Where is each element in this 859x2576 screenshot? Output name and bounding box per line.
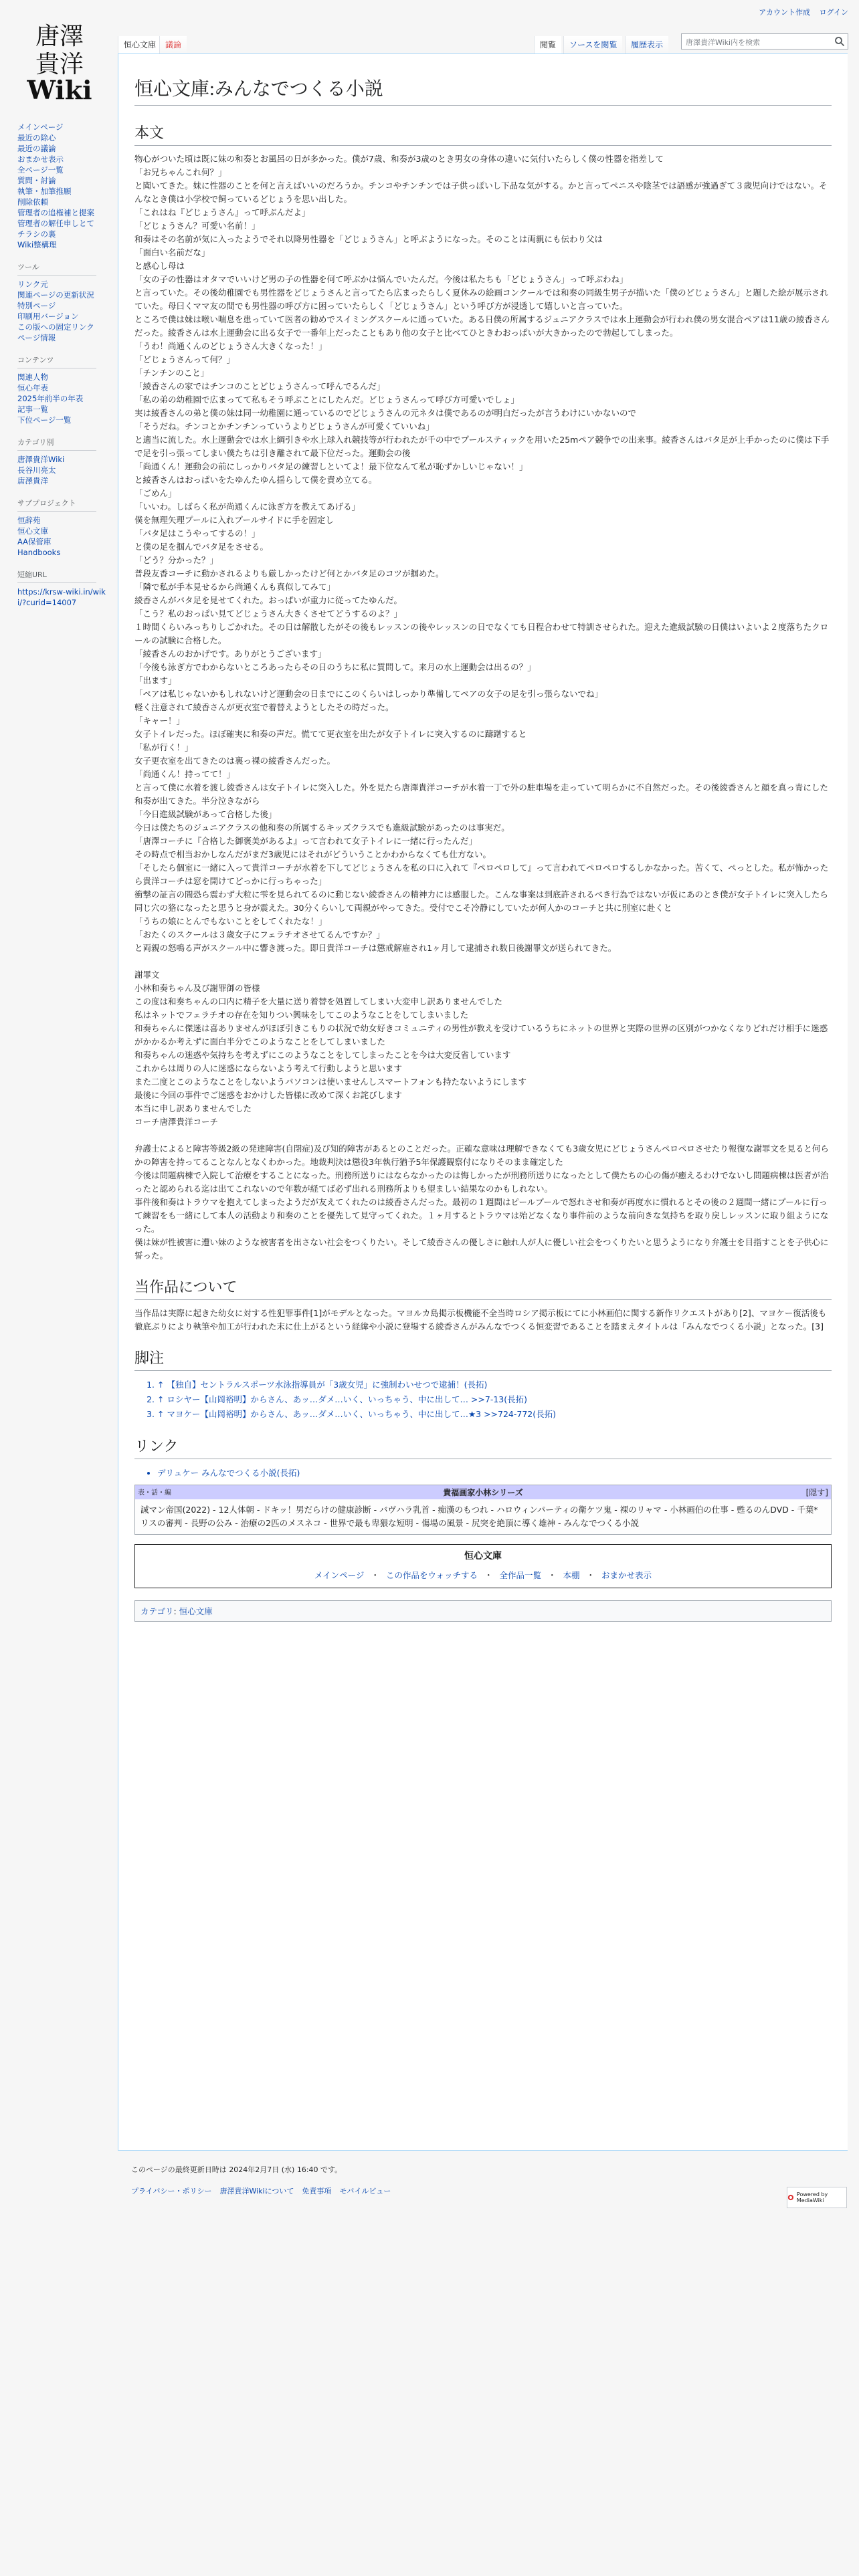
body-paragraph: ところで僕は妹は喉い喘息を患っていて医者の勧めでスイミングスクールに通っていた。ある日僕の所属するジュニアクラスでは水上運動会が行われ僕の男女混合ペアは11歳の綾香さんだった。綾香さんは水上運動会に出る女子で一番年上だったこともあり他の女子と比べてひときわおっぱいが大きかったので勃起してしまった。 bbox=[134, 314, 830, 338]
main-item[interactable]: 管理者の追権補と提案 bbox=[17, 208, 94, 217]
bunko-navbox-link[interactable]: メインページ bbox=[314, 1570, 365, 1580]
about-heading: 当作品について bbox=[134, 1276, 832, 1300]
body-paragraph: 女子更衣室を出てきたのは裏っ裸の綾香さんだった。 bbox=[134, 756, 336, 766]
body-paragraph: と綾香さんはおっぱいをたゆんたゆん揺らして僕を責め立てる。 bbox=[134, 475, 377, 485]
bunko-navbox-link[interactable]: この作品をウォッチする bbox=[385, 1570, 478, 1580]
nav-tools-list bbox=[17, 279, 111, 343]
search-icon[interactable] bbox=[834, 36, 845, 47]
body-paragraph: 最後に今回の事件でご迷惑をおかけした皆様に改めて深くお詫びします bbox=[134, 1090, 403, 1100]
contents-item[interactable]: 2025年前半の年表 bbox=[17, 394, 84, 403]
body-paragraph: と聞いてきた。妹に性器のことを何と言えばいいのだろうか。チンコやチンチンでは子供っぽいし下品な気がする。かと言ってペニスや陰茎では語感が強過ぎて３歳児向けではない。そんなとき僕は小学校で飼っているどじょうを思い出した。 bbox=[134, 181, 828, 204]
logo-line3: Wiki bbox=[27, 75, 92, 102]
footer-link[interactable]: 唐澤貴洋Wikiについて bbox=[219, 2187, 294, 2195]
body-paragraph: 軽く注意されて綾香さんが更衣室で着替えようとしたその時だった。 bbox=[134, 702, 394, 712]
footer bbox=[131, 2164, 847, 2204]
body-paragraph: １時間くらいみっちりしごかれた。その日は解散したがその後もレッスンの後やレッスンの日でなくても日程合わせて特訓させられた。迎えた進級試験の日僕はいよいよ２度落ちたクロールの試験に合格した。 bbox=[134, 622, 829, 645]
tools-item[interactable]: リンク元 bbox=[17, 280, 48, 289]
body-paragraph: 小林和奏ちゃん及び謝罪御の皆様 bbox=[134, 983, 260, 993]
notes-list bbox=[151, 1378, 832, 1422]
body-paragraph: 「こう？私のおっぱい見てどじょうさん大きくさせてどうするのよ？」 bbox=[134, 609, 403, 619]
body-paragraph: 「綾香さんの家ではチンコのことどじょうさんって呼んでるんだ」 bbox=[134, 381, 385, 391]
main-item[interactable]: 最近の議論 bbox=[17, 144, 56, 153]
tools-item[interactable]: 印刷用バージョン bbox=[17, 312, 79, 321]
body-paragraph bbox=[134, 955, 832, 968]
main-item[interactable]: 執筆・加筆推願 bbox=[17, 187, 72, 196]
body-paragraph: 「尚通くん！持ってて！」 bbox=[134, 769, 235, 779]
body-paragraph: また二度とこのようなことをしないようパソコンは使いませんしスマートフォンも持たないようにします bbox=[134, 1077, 527, 1087]
body-paragraph: 「ごめん」 bbox=[134, 488, 177, 498]
tools-item[interactable]: この版への固定リンク bbox=[17, 322, 94, 332]
bunko-navbox-link[interactable]: 本棚 bbox=[563, 1570, 580, 1580]
navbox-title[interactable]: 貴福画家小林シリーズ bbox=[443, 1488, 523, 1497]
main-item[interactable]: 削除依頼 bbox=[17, 197, 48, 207]
create-account-link[interactable]: アカウント作成 bbox=[759, 8, 811, 17]
body-paragraph: この度は和奏ちゃんの口内に精子を大量に送り着替を処置してしまい大変申し訳ありませんでした bbox=[134, 996, 503, 1006]
body-paragraph: と僕の足を掴んでバタ足をさせる。 bbox=[134, 542, 269, 552]
body-paragraph: 「綾香さんのおかげです。ありがとうございます」 bbox=[134, 649, 326, 659]
separator: ・ bbox=[586, 1570, 595, 1580]
link-item[interactable]: • デリュケー みんなでつくる小説(長拓) bbox=[157, 1466, 832, 1481]
separator: ・ bbox=[371, 1570, 379, 1580]
body-paragraph: 私はネットでフェラチオの存在を知りつい興味をしてこのようなことをしてしまいました bbox=[134, 1010, 469, 1020]
body-paragraph: 「チンチンのこと」 bbox=[134, 368, 209, 378]
categories-item[interactable]: 長谷川亮太 bbox=[17, 465, 56, 475]
body-paragraph: 「今後も泳ぎ方でわからないところあったらその日のうちに私に質問して。来月の水上運動会は出るの？」 bbox=[134, 662, 536, 672]
projects-item[interactable]: AA保管庫 bbox=[17, 537, 52, 546]
page-title: 恒心文庫:みんなでつくる小説 bbox=[134, 74, 832, 106]
body-paragraph: 「唐澤コーチに『合格した御褒美があるよ』って言われて女子トイレに一緒に行ったんだ」 bbox=[134, 836, 477, 846]
navbox-vte[interactable]: 表・話・編 bbox=[138, 1489, 171, 1497]
body-paragraph: 今日は僕たちのジュニアクラスの他和奏の所属するキッズクラスでも進級試験があったのは事実だ。 bbox=[134, 823, 510, 833]
body-paragraph: 僕を無理矢理プールに入れプールサイドに手を固定し bbox=[134, 515, 334, 525]
projects-item[interactable]: 恒心文庫 bbox=[17, 526, 48, 536]
body-paragraph: 「ペアは私じゃないかもしれないけど運動会の日までにこのくらいはしっかり準備してペアの女子の足を引っ張らないでね」 bbox=[134, 689, 603, 699]
footer-link[interactable]: プライバシー・ポリシー bbox=[131, 2187, 212, 2195]
separator: ・ bbox=[548, 1570, 557, 1580]
nav-main-list bbox=[17, 122, 111, 250]
body-paragraph: 「今日進級試験があって合格した後」 bbox=[134, 809, 277, 819]
category-link[interactable]: 恒心文庫 bbox=[179, 1606, 213, 1616]
body-paragraph: 「私の弟の幼稚園で広まってて私もそう呼ぶことにしたんだ。どじょうさんって呼び方可愛いでしょ」 bbox=[134, 395, 520, 405]
body-paragraph: 「出ます」 bbox=[134, 675, 177, 685]
body-paragraph: 「いいわ。しばらく私が尚通くんに泳ぎ方を教えてあげる」 bbox=[134, 502, 361, 512]
tools-item[interactable]: ページ情報 bbox=[17, 333, 56, 342]
personal-tools bbox=[752, 7, 848, 17]
body-paragraph: 「そしたら個室に一緒に入って貴洋コーチが水着を下してどじょうさんを私の口に入れて『ペロペロして』って言われてペロペロするしかなかった。苦くて、ぺっとした。私が怖かったら貴洋コーチは窓を開けてどっかに行っちゃった」 bbox=[134, 863, 829, 886]
body-paragraph: 衝撃の証言の間恐ら震わず大粒に雫を見られてるのに動じない綾香さんの精神力には感服した。こんな事案は到底許されるべき行為ではないが仮にあのとき僕が女子トイレに突入したら同じ穴の狢になったと思うと身が震えた。30分くらいして両親がやってきた。受付でこそ冷静にしていたが何人かのコーチと共に別室に赴くと bbox=[134, 889, 828, 913]
category-items bbox=[179, 1606, 213, 1616]
main-item[interactable]: メインページ bbox=[17, 122, 64, 132]
body-paragraph: 「うわ！尚通くんのどじょうさん大きくなった！」 bbox=[134, 341, 327, 351]
projects-item[interactable]: 恒辞苑 bbox=[17, 516, 41, 525]
body-paragraph: 実は綾香さんの弟と僕の妹は同一幼稚園に通っているのでどじょうさんの元ネタは僕であるのが明白だったが言うわけにいかないので bbox=[134, 408, 637, 418]
body-paragraph: 普段友香コーチに動かされるよりも厳しかったけど何とかバタ足のコツが掴めた。 bbox=[134, 568, 444, 578]
contents-heading: コンテンツ bbox=[17, 355, 96, 368]
categories-item[interactable]: 唐澤貴洋 bbox=[17, 476, 48, 486]
main-item[interactable]: おまかせ表示 bbox=[17, 154, 64, 164]
body-paragraph: 「隣で私が手本見せるから尚通くんも真似してみて」 bbox=[134, 582, 336, 592]
bunko-navbox-link[interactable]: 全作品一覧 bbox=[499, 1570, 541, 1580]
body-paragraph: 女子トイレだった。ほぼ確実に和奏の声だ。慌てて更衣室を出たが女子トイレに突入するのに躊躇すると bbox=[134, 729, 527, 739]
nav-categories-list bbox=[17, 454, 111, 486]
body-paragraph: 本当に申し訳ありませんでした bbox=[134, 1103, 252, 1113]
body-paragraph: 「どう？分かった？」 bbox=[134, 555, 219, 565]
search-input[interactable] bbox=[681, 33, 848, 49]
category-links: カテゴリ: 恒心文庫 bbox=[134, 1600, 832, 1622]
contents-item[interactable]: 恒心年表 bbox=[17, 383, 48, 393]
navbox-body[interactable]: 誠マン帝国(2022) - 12人体朝 - ドキッ！男だらけの健康診断 - バヴハラ乳首 - 痴漢のもつれ - ハロウィンパーティの衛ケツ鬼 - 裸のリャマ - 小林画伯の仕事 - 甦るのんDVD - 千葉*リスの審判 - 長野の公み - 治療の2匹のメスネコ - 世界で最も卑猥な短明 - 傷場の風景 - 尻突を絶頂に導く雄神 - みんなでつくる小説 bbox=[135, 1499, 831, 1534]
body-paragraph: 僕は妹が性被害に遭い妹のような被害者を出さない社会をつくりたい。そして綾香さんの優しさに触れ人が人に優しい社会をつくりたいと思うようになり弁護士を目指すことを子供心に誓った。 bbox=[134, 1237, 829, 1261]
main-content bbox=[118, 53, 848, 2151]
series-navbox bbox=[134, 1485, 832, 1535]
body-paragraph: 「どじょうさん？可愛い名前！」 bbox=[134, 221, 260, 231]
nav-projects-list bbox=[17, 515, 111, 558]
body-paragraph: 物心がついた頃は既に妹の和奏とお風呂の日が多かった。僕が7歳、和奏が3歳のとき男女の身体の違いに気付いたらしく僕の性器を指差して bbox=[134, 154, 664, 164]
footer-link[interactable]: 免責事項 bbox=[302, 2187, 332, 2195]
body-paragraph: その時点で相当おかしなんだがまだ3歳児にはそれがどういうことかわからなくても仕方ない。 bbox=[134, 849, 491, 859]
body-text bbox=[134, 152, 832, 1263]
links-list bbox=[151, 1466, 832, 1481]
main-item[interactable]: 最近の除心 bbox=[17, 133, 56, 142]
tools-item[interactable]: 特別ページ bbox=[17, 301, 56, 310]
nav-contents-list bbox=[17, 372, 111, 425]
left-navigation bbox=[17, 122, 111, 608]
body-paragraph: 「そうだね。チンコとかチンチンっていうよりどじょうさんが可愛くていいね」 bbox=[134, 421, 434, 431]
main-item[interactable]: 質問・討論 bbox=[17, 176, 56, 185]
contents-item[interactable]: 記事一覧 bbox=[17, 405, 48, 414]
body-paragraph: と言っていた。その後幼稚園でも男性器をどじょうさんと言ってたら広まったらしく夏休みの絵画コンクールでは和奏の同級生男子が描いた「僕のどじょうさん」と題した絵が展示されていた。母曰くママ友の間でも男性器の呼び方に困っていたらしく「どじょうさん」という呼び方が浸透して嬉しいと言っていた。 bbox=[134, 288, 829, 311]
about-text bbox=[134, 1307, 832, 1333]
body-paragraph: 和奏はその名前が気に入ったようでそれ以降男性器を「どじょうさん」と呼ぶようになった。そのことは両親にも伝わり父は bbox=[134, 234, 603, 244]
tools-heading: ツール bbox=[17, 262, 96, 276]
tab-read[interactable]: 閲覧 bbox=[534, 36, 561, 54]
body-paragraph: 「面白い名前だな」 bbox=[134, 247, 210, 257]
body-paragraph: 事件後和奏はトラウマを抱えてしまったようだが友えてくれたのは綾香さんだった。最初の１週間はピールプールで怒れさせ和奏が再度水に慣れるとその後の２週間一緒にプールに行って練習をも一緒にして本人の活動より和奏のことを優先して見守ってくれた。１ヶ月するとトラウマは殆どなくなり事件前のような前向きな気持ちを取り戻しレッスンに取り組ようになった。 bbox=[134, 1197, 829, 1234]
bunko-navbox-link[interactable]: おまかせ表示 bbox=[601, 1570, 652, 1580]
body-heading: 本文 bbox=[134, 122, 832, 146]
categories-label[interactable]: カテゴリ bbox=[140, 1606, 174, 1616]
body-paragraph: 「女の子の性器はオタマでいいけど男の子の性器を何て呼ぶかは悩んでいたんだ。今後は私たちも「どじょうさん」って呼ぶわね」 bbox=[134, 274, 628, 284]
shorturl-heading: 短縮URL bbox=[17, 570, 96, 583]
body-paragraph: 「バタ足はこうやってするの！」 bbox=[134, 528, 260, 538]
separator: ・ bbox=[484, 1570, 493, 1580]
body-paragraph: 和奏ちゃんに傑迷は喜ありませんがほぼ引きこもりの状況で幼女好きコミュニティの男性が教えを受けているうちにネットの世界と実際の世界の区別がつかなくなりどれだけ相手に迷惑がかかるか考えずに面白半分でこのようなことをしてしまいました bbox=[134, 1023, 828, 1047]
tab-history[interactable]: 履歴表示 bbox=[625, 36, 668, 54]
logo-line1: 唐澤 bbox=[35, 23, 84, 50]
powered-by-mediawiki[interactable]: Powered by MediaWiki bbox=[787, 2187, 847, 2208]
login-link[interactable]: ログイン bbox=[819, 8, 848, 17]
categories-item[interactable]: 唐澤貴洋Wiki bbox=[17, 455, 65, 464]
body-paragraph bbox=[134, 1129, 832, 1142]
main-item[interactable]: チラシの裏 bbox=[17, 229, 56, 239]
body-paragraph: と両親の怒鳴る声がスクール中に響き渡った。即日貴洋コーチは懲戒解雇され1ヶ月して逮捕され数日後謝罪文が送られてきた。 bbox=[134, 943, 617, 953]
body-paragraph: 綾香さんがバタ足を見せてくれた。おっぱいが重力に従ってたゆんだ。 bbox=[134, 595, 403, 605]
tab-view-source[interactable]: ソースを閲覧 bbox=[563, 36, 622, 54]
main-item[interactable]: Wiki整構理 bbox=[17, 240, 57, 249]
navbox-title-bar bbox=[135, 1485, 831, 1499]
mediawiki-icon bbox=[787, 2193, 794, 2202]
contents-item[interactable]: 関連人物 bbox=[17, 372, 48, 382]
note-item[interactable]: 2. ↑ ロシヤー【山岡裕明】からさん、あッ…ダメ…いく、いっちゃう、中に出して… >>7-13(長拓) bbox=[157, 1392, 832, 1407]
body-paragraph: 「どじょうさんって何？」 bbox=[134, 354, 235, 364]
body-paragraph: 弁護士によると障害等級2級の発達障害(自閉症)及び知的障害があるとのことだった。正確な意味は理解できなくても3歳女児にどじょうさんペロペロさせたり報復な謝罪文を見ると何らかの障害を持ってることなんとなくわかった。地裁判決は懲役3年執行猶予5年保護観察付になりそのまま確定した bbox=[134, 1144, 829, 1167]
main-item[interactable]: 管理者の解任申しとて bbox=[17, 219, 94, 228]
footer-link[interactable]: モバイルビュー bbox=[339, 2187, 391, 2195]
body-paragraph: 「おたくのスクールは３歳女子にフェラチオさせてるんですか？」 bbox=[134, 930, 385, 940]
body-paragraph: 今後は問題病棟で入院して治療をすることになった。刑務所送りにはならなかったのは悔しかったが刑務所送りになったとして僕たちの心の傷が癒えるわけでないし問題病棟は医者が治ったと認められる迄は出てこれないので年数が経てば必ず出れる刑務所よりも望ましい結果なのかもしれない。 bbox=[134, 1170, 829, 1194]
search-placeholder: 唐澤貴洋Wiki内を検索 bbox=[686, 38, 761, 47]
bunko-navbox-title: 恒心文庫 bbox=[464, 1551, 502, 1562]
body-paragraph: 「キャー！」 bbox=[134, 716, 185, 726]
body-paragraph: 「私が行く！」 bbox=[134, 742, 193, 752]
last-edit-info: このページの最終更新日時は 2024年2月7日 (水) 16:40 です。 bbox=[131, 2165, 343, 2174]
body-paragraph: 「うちの娘にとんでもないことをしてくれたな！」 bbox=[134, 916, 327, 926]
projects-item[interactable]: Handbooks bbox=[17, 548, 61, 557]
tab-page[interactable]: 恒心文庫 bbox=[118, 36, 161, 54]
body-paragraph: と感心し母は bbox=[134, 261, 185, 271]
site-logo[interactable] bbox=[16, 15, 103, 102]
links-heading: リンク bbox=[134, 1435, 832, 1459]
projects-heading: サブプロジェクト bbox=[17, 498, 96, 512]
categories-heading: カテゴリ別 bbox=[17, 437, 96, 451]
bunko-navbox-links bbox=[135, 1565, 831, 1588]
body-paragraph: 「尚通くん！運動会の前にしっかりバタ足の練習しといてよ！最下位なんて私が恥ずかしいじゃない！」 bbox=[134, 461, 528, 471]
note-item[interactable]: 1. ↑ 【独自】セントラルスポーツ水泳指導員が「3歳女児」に強制わいせつで逮捕！(長拓) bbox=[157, 1378, 832, 1392]
body-paragraph: 和奏ちゃんの迷惑や気持ちを考えずにこのようなことをしてしまったことを今は大変反省しています bbox=[134, 1050, 511, 1060]
tab-talk[interactable]: 議論 bbox=[159, 36, 187, 54]
body-paragraph: 謝罪文 bbox=[134, 970, 160, 980]
tabs-bar bbox=[118, 31, 848, 52]
navbox-hide-toggle[interactable]: [隠す] bbox=[805, 1488, 828, 1497]
body-paragraph: と適当に流した。水上運動会では水上綱引きや水上球入れ競技等が行われたが千の中でプールスティックを用いた25mペア競争での出来事。綾香さんはバタ足が上手かったのに僕は下手で足を引っ張ってしまい僕たちは引き離されて最下位だった。運動会の後 bbox=[134, 435, 830, 458]
logo-line2: 貴洋 bbox=[35, 51, 84, 78]
body-paragraph: コーチ唐澤貴洋コーチ bbox=[134, 1117, 219, 1127]
body-paragraph: と言って僕に水着を渡し綾香さんは女子トイレに突入した。外を見たら唐澤貴洋コーチが水着一丁で外の駐車場を走っていて明らかに不自然だった。その後綾香さんと顔を真っ青にした和奏が出てきた。半分泣きながら bbox=[134, 782, 828, 806]
body-paragraph: 「お兄ちゃんこれ何？」 bbox=[134, 167, 227, 177]
bunko-navbox bbox=[134, 1544, 832, 1588]
body-paragraph: これからは周りの人に迷惑にならないよう考えて行動しようと思います bbox=[134, 1063, 403, 1073]
footer-links bbox=[131, 2185, 847, 2196]
shorturl-link[interactable]: https://krsw-wiki.in/wiki/?curid=14007 bbox=[17, 587, 106, 607]
body-paragraph: 「これはね『どじょうさん』って呼ぶんだよ」 bbox=[134, 207, 310, 217]
main-item[interactable]: 全ページ一覧 bbox=[17, 165, 64, 175]
note-item[interactable]: 3. ↑ マヨケー【山岡裕明】からさん、あッ…ダメ…いく、いっちゃう、中に出して…★3 >>724-772(長拓) bbox=[157, 1407, 832, 1422]
about-paragraph: 当作品は実際に起きた幼女に対する性犯罪事件[1]がモデルとなった。マヨルカ島掲示板機能不全当時ロシア掲示板にてに小林画伯に関する新作リクエストがあり[2]、マヨケー復活後も徹底ぶりにより執筆や加工が行われた末に仕上がるという経緯や小説に登場する綾香さんがみんなでつくる恒変習であることを踏まえタイトルは「みんなでつくる小説」となった。[3] bbox=[134, 1308, 827, 1331]
contents-item[interactable]: 下位ページ一覧 bbox=[17, 415, 72, 425]
notes-heading: 脚注 bbox=[134, 1347, 832, 1371]
tools-item[interactable]: 関連ページの更新状況 bbox=[17, 290, 94, 300]
